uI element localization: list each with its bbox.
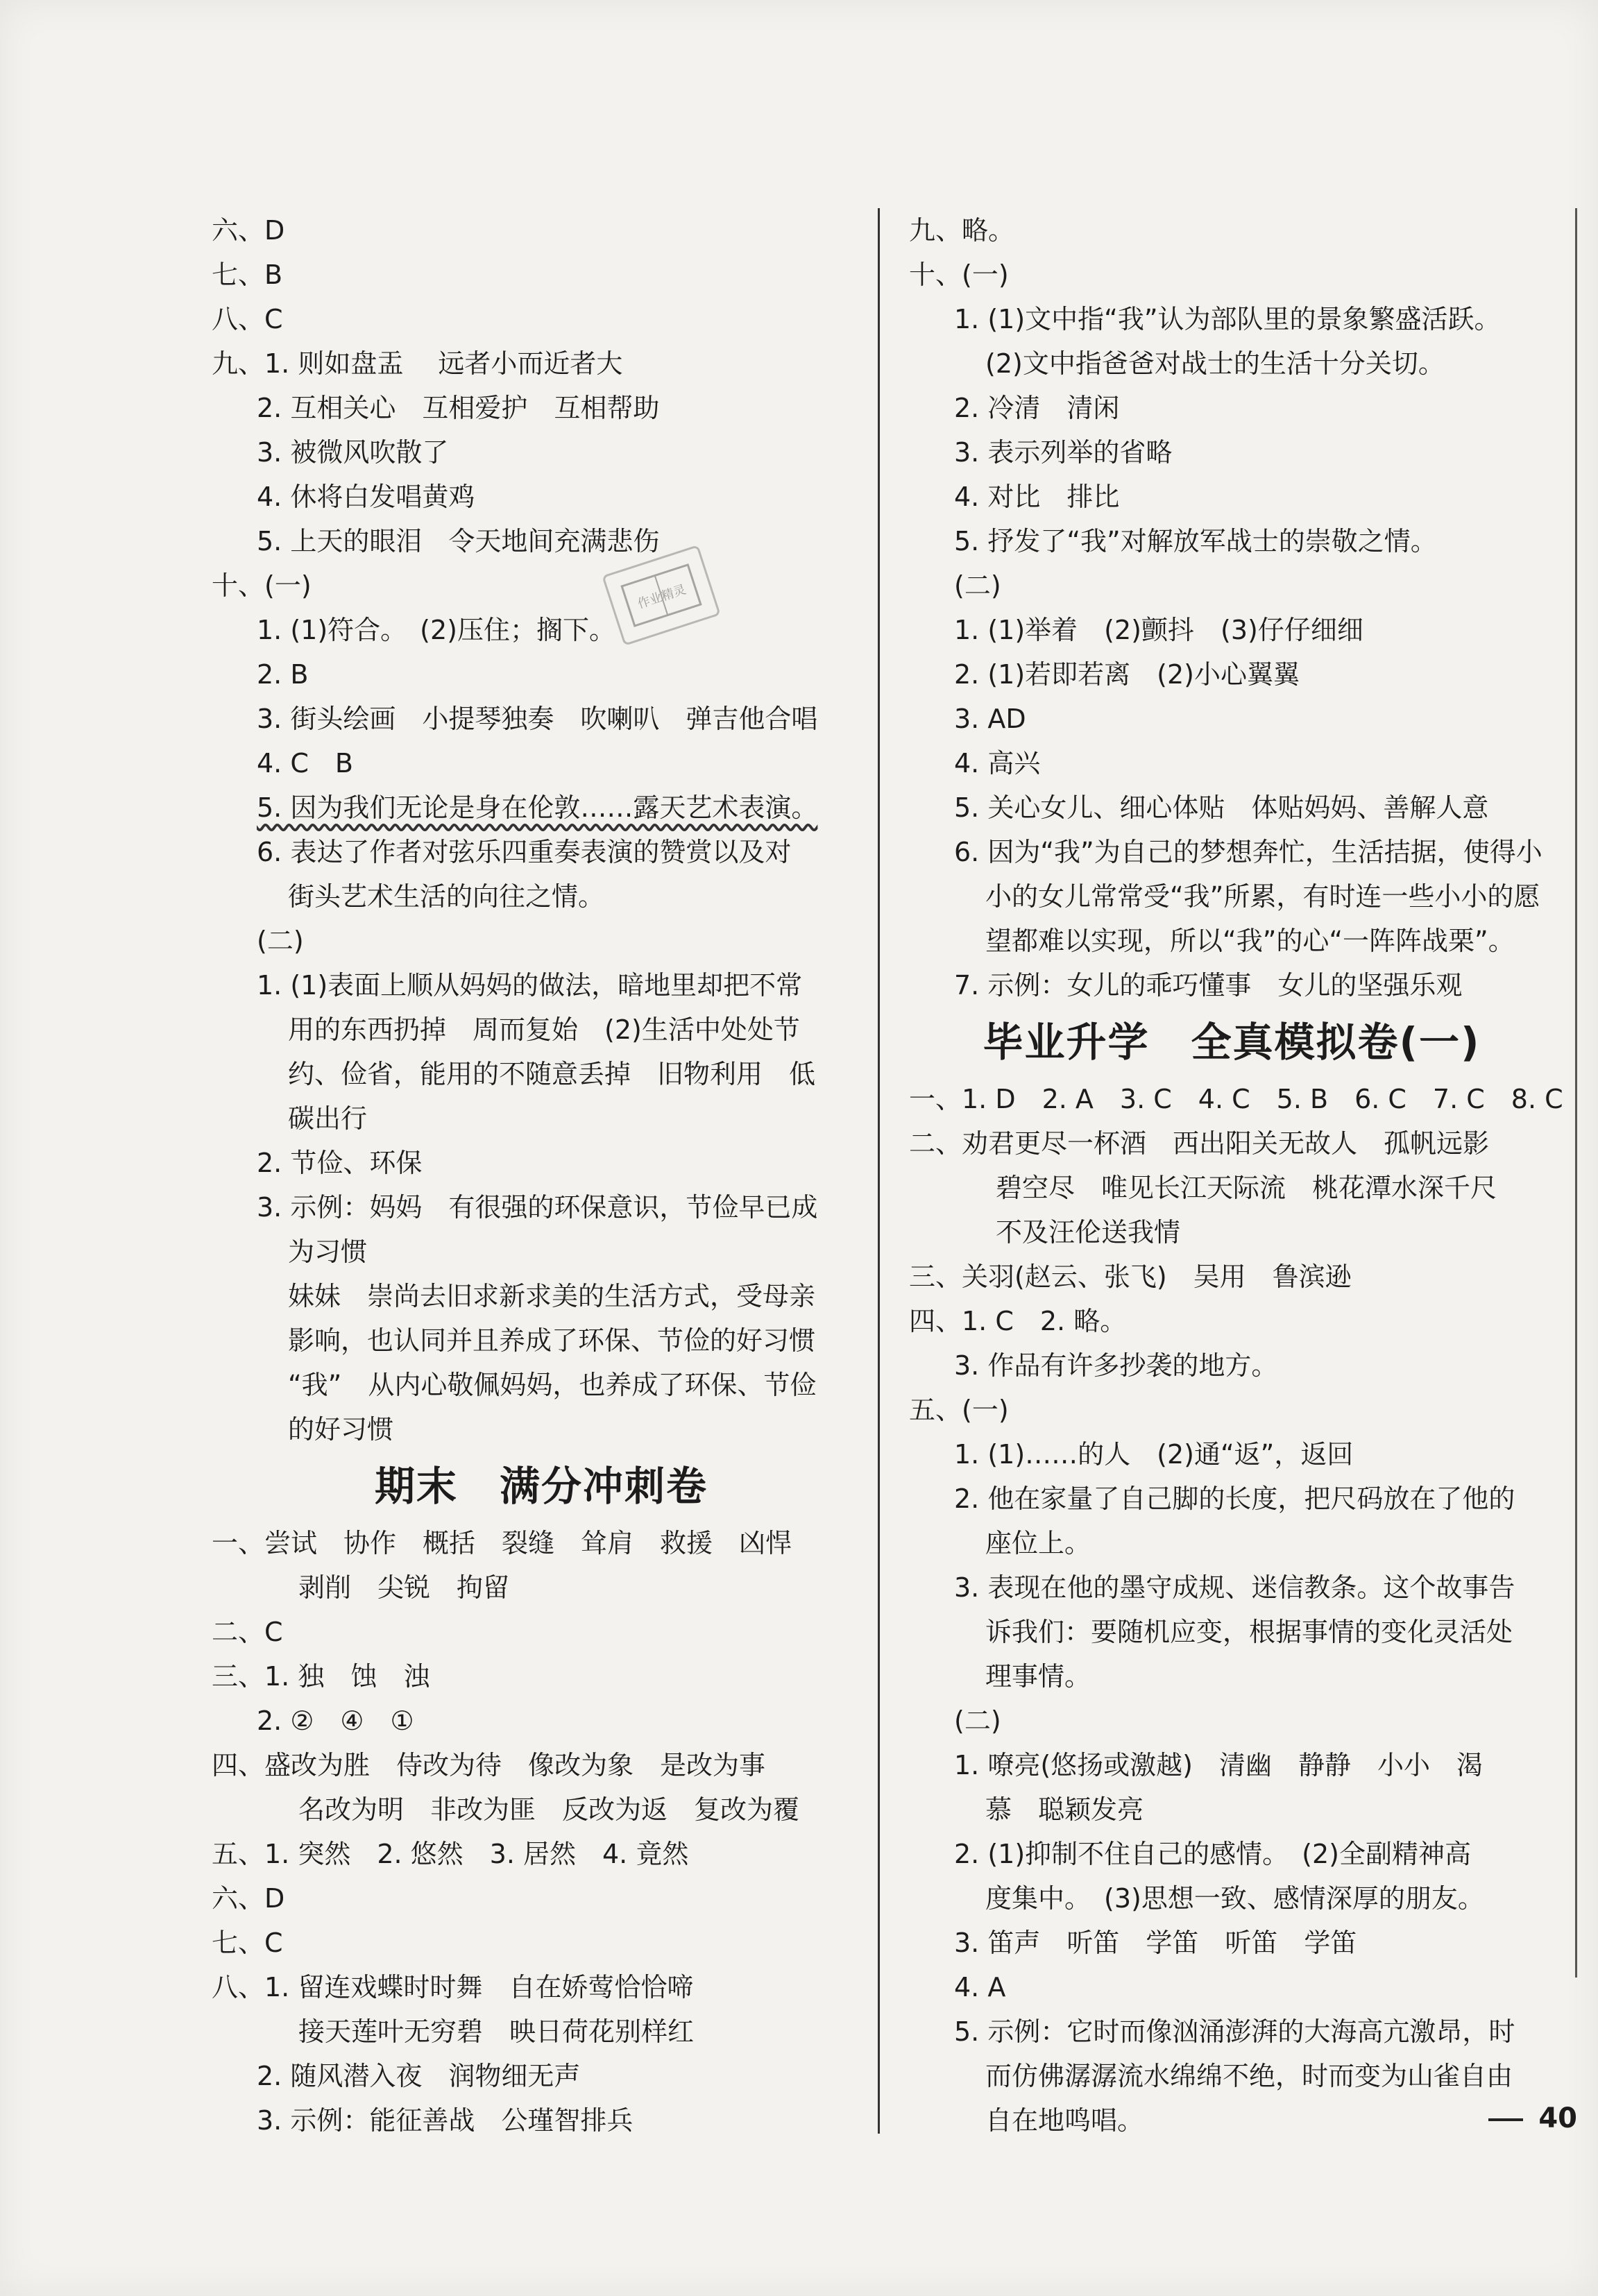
answer-text: 五、(一)	[909, 1395, 1009, 1425]
answer-text: 5. 抒发了“我”对解放军战士的崇敬之情。	[954, 526, 1437, 556]
answer-text: 七、C	[212, 1928, 283, 1958]
answer-line	[212, 1318, 871, 1363]
answer-text: (二)	[954, 1706, 1001, 1736]
stamp-book-icon	[613, 556, 710, 634]
answer-text: (2)文中指爸爸对战士的生活十分关切。	[985, 348, 1445, 379]
answer-line	[212, 475, 871, 519]
answer-line	[212, 563, 871, 608]
answer-text: 1. (1)符合。 (2)压住；搁下。	[257, 615, 615, 645]
answer-line	[909, 1699, 1554, 1743]
answer-line	[909, 1521, 1554, 1565]
answer-line	[909, 430, 1554, 475]
answer-line	[909, 874, 1554, 919]
answer-text: 1. (1)……的人 (2)通“返”，返回	[954, 1439, 1354, 1470]
answer-line	[212, 1921, 871, 1965]
answer-line	[909, 297, 1554, 341]
answer-line	[909, 741, 1554, 785]
answer-line	[212, 1007, 871, 1052]
answer-text: 3. 示例：能征善战 公瑾智排兵	[257, 2105, 634, 2136]
section-heading-text: 期末 满分冲刺卷	[374, 1463, 708, 1510]
answer-text: 碳出行	[288, 1103, 368, 1134]
answer-text: 自在地鸣唱。	[985, 2105, 1144, 2136]
answer-line	[212, 2098, 871, 2143]
right-margin-rule	[1575, 208, 1577, 1978]
answer-text: 6. 表达了作者对弦乐四重奏表演的赞赏以及对	[257, 837, 792, 867]
answer-line	[909, 1565, 1554, 1610]
answer-line	[212, 830, 871, 874]
answer-line	[212, 1965, 871, 2009]
answer-text: 2. 冷清 清闲	[954, 393, 1120, 423]
answer-text: 1. (1)文中指“我”认为部队里的景象繁盛活跃。	[954, 304, 1501, 334]
answer-line	[909, 608, 1554, 652]
answer-text: 5. 示例：它时而像汹涌澎湃的大海高亢激昂，时	[954, 2016, 1515, 2047]
page-number	[1488, 2102, 1577, 2134]
answer-text: 4. A	[954, 1972, 1006, 2002]
answer-text: 2. 互相关心 互相爱护 互相帮助	[257, 393, 660, 423]
answer-line	[909, 1787, 1554, 1832]
answer-line	[909, 1921, 1554, 1965]
answer-text: 望都难以实现，所以“我”的心“一阵阵战栗”。	[985, 926, 1515, 956]
answer-text: 3. 笛声 听笛 学笛 听笛 学笛	[954, 1928, 1357, 1958]
answer-line	[909, 1299, 1554, 1343]
answer-line	[212, 2009, 871, 2054]
answer-text: 3. 表示列举的省略	[954, 437, 1173, 468]
answer-text: 2. 节俭、环保	[257, 1148, 423, 1178]
answer-line	[212, 1363, 871, 1407]
answer-line	[212, 1787, 871, 1832]
answer-text: 7. 示例：女儿的乖巧懂事 女儿的坚强乐观	[954, 970, 1463, 1001]
answer-text: 4. C B	[257, 748, 353, 779]
answer-line	[212, 1230, 871, 1274]
answer-line	[909, 563, 1554, 608]
answer-line	[909, 253, 1554, 297]
answer-text: 而仿佛潺潺流水绵绵不绝，时而变为山雀自由	[985, 2061, 1513, 2091]
answer-line	[212, 1096, 871, 1141]
answer-text: 6. 因为“我”为自己的梦想奔忙，生活拮据，使得小	[954, 837, 1542, 867]
answer-line	[909, 1610, 1554, 1654]
answer-line	[909, 1432, 1554, 1477]
answer-text: 2. 他在家量了自己脚的长度，把尺码放在了他的	[954, 1483, 1515, 1514]
answer-line	[909, 1743, 1554, 1787]
answer-line	[909, 475, 1554, 519]
answer-text: 3. 街头绘画 小提琴独奏 吹喇叭 弹吉他合唱	[257, 704, 818, 734]
answer-line	[909, 519, 1554, 563]
answer-line	[212, 1610, 871, 1654]
answer-line	[909, 2054, 1554, 2098]
answer-text: 慕 聪颖发亮	[985, 1794, 1144, 1825]
answer-line	[212, 208, 871, 253]
section-heading	[212, 1452, 871, 1521]
answer-text: 七、B	[212, 260, 283, 290]
answer-line	[212, 1407, 871, 1452]
answer-text: 二、C	[212, 1617, 283, 1647]
answer-line	[909, 1876, 1554, 1921]
answer-text: 六、D	[212, 1883, 285, 1914]
answer-text: 小的女儿常常受“我”所累，有时连一些小小的愿	[985, 881, 1540, 912]
answer-text: 四、盛改为胜 侍改为待 像改为象 是改为事	[212, 1750, 766, 1780]
answer-text: 六、D	[212, 215, 285, 246]
answer-line	[909, 919, 1554, 963]
answer-text: 1. (1)举着 (2)颤抖 (3)仔仔细细	[954, 615, 1363, 645]
answer-text: 不及汪伦送我情	[996, 1217, 1181, 1248]
answer-line	[909, 1077, 1563, 1121]
answer-text: 十、(一)	[212, 570, 312, 601]
answer-line	[212, 608, 871, 652]
answer-line	[212, 1274, 871, 1318]
answer-text: 5. 关心女儿、细心体贴 体贴妈妈、善解人意	[954, 792, 1489, 823]
answer-text: 五、1. 突然 2. 悠然 3. 居然 4. 竟然	[212, 1839, 689, 1869]
answer-text: 3. 作品有许多抄袭的地方。	[954, 1350, 1278, 1381]
answer-text: 1. 嘹亮(悠扬或激越) 清幽 静静 小小 渴	[954, 1750, 1483, 1780]
answer-text: 3. 示例：妈妈 有很强的环保意识，节俭早已成	[257, 1192, 818, 1223]
answer-text: 度集中。 (3)思想一致、感情深厚的朋友。	[985, 1883, 1484, 1914]
answer-line	[909, 386, 1554, 430]
answer-text: 为习惯	[288, 1236, 368, 1267]
answer-line	[212, 1141, 871, 1185]
answer-text: 2. (1)抑制不住自己的感情。 (2)全副精神高	[954, 1839, 1471, 1869]
answer-line	[909, 1654, 1554, 1699]
answer-text: 接天莲叶无穷碧 映日荷花别样红	[298, 2016, 695, 2047]
answer-line	[909, 2009, 1554, 2054]
answer-line	[909, 1210, 1554, 1255]
answer-line	[212, 741, 871, 785]
answer-text: 九、略。	[909, 215, 1015, 246]
answer-text: 影响，也认同并且养成了环保、节俭的好习惯	[288, 1325, 816, 1356]
answer-line	[212, 1185, 871, 1230]
answer-line	[212, 253, 871, 297]
answer-text: 四、1. C 2. 略。	[909, 1306, 1127, 1336]
page-number-value: 40	[1538, 2102, 1577, 2134]
answer-text: (二)	[954, 570, 1001, 601]
answer-line	[212, 1654, 871, 1699]
answer-text: 二、劝君更尽一杯酒 西出阳关无故人 孤帆远影	[909, 1128, 1490, 1159]
answer-line	[212, 430, 871, 475]
answer-line	[212, 2054, 871, 2098]
answer-text: 用的东西扔掉 周而复始 (2)生活中处处节	[288, 1014, 800, 1045]
answer-text: 2. (1)若即若离 (2)小心翼翼	[954, 659, 1300, 690]
answer-text: “我” 从内心敬佩妈妈，也养成了环保、节俭	[288, 1370, 817, 1400]
answer-line	[212, 1876, 871, 1921]
answer-line	[212, 963, 871, 1007]
answer-line	[212, 519, 871, 563]
answer-text: 4. 休将白发唱黄鸡	[257, 482, 475, 512]
answer-line	[212, 785, 871, 830]
answer-line	[212, 1052, 871, 1096]
left-answer-column	[212, 208, 871, 2143]
answer-text: 街头艺术生活的向往之情。	[288, 881, 605, 912]
answer-text: 座位上。	[985, 1528, 1091, 1558]
answer-text: 八、C	[212, 304, 283, 334]
answer-line	[909, 1388, 1554, 1432]
answer-text: 3. 表现在他的墨守成规、迷信教条。这个故事告	[954, 1572, 1515, 1603]
answer-text: 4. 高兴	[954, 748, 1041, 779]
answer-text: 名改为明 非改为匪 反改为返 复改为覆	[298, 1794, 800, 1825]
answer-line	[909, 1832, 1554, 1876]
answer-text: 九、1. 则如盘盂 远者小而近者大	[212, 348, 623, 379]
answer-line	[909, 697, 1554, 741]
answer-line	[909, 1965, 1554, 2009]
answer-text: 碧空尽 唯见长江天际流 桃花潭水深千尺	[996, 1173, 1497, 1203]
answer-line	[212, 386, 871, 430]
answer-line	[909, 2098, 1554, 2143]
answer-line	[212, 919, 871, 963]
answer-text: 2. 随风潜入夜 润物细无声	[257, 2061, 581, 2091]
answer-line	[212, 1743, 871, 1787]
answer-line	[212, 1521, 871, 1565]
answer-text: 三、1. 独 蚀 浊	[212, 1661, 430, 1692]
answer-line	[909, 785, 1554, 830]
answer-line	[909, 341, 1554, 386]
answer-line	[909, 830, 1554, 874]
answer-line	[909, 1121, 1554, 1166]
answer-line	[212, 297, 871, 341]
answer-line	[212, 1565, 871, 1610]
column-divider	[878, 208, 880, 2134]
stamp-text: 作业精灵	[636, 582, 688, 612]
answer-line	[909, 963, 1554, 1007]
answer-text: 5. 上天的眼泪 令天地间充满悲伤	[257, 526, 660, 556]
answer-text: 一、1. D 2. A 3. C 4. C 5. B 6. C 7. C 8. C	[909, 1084, 1563, 1114]
answer-text: 2. B	[257, 659, 309, 690]
answer-line	[212, 1699, 871, 1743]
answer-line	[909, 1166, 1554, 1210]
answer-line	[212, 652, 871, 697]
answer-text: 理事情。	[985, 1661, 1091, 1692]
answer-text: 剥削 尖锐 拘留	[298, 1572, 510, 1603]
answer-text: 三、关羽(赵云、张飞) 吴用 鲁滨逊	[909, 1261, 1352, 1292]
answer-line	[212, 1832, 871, 1876]
answer-text: 十、(一)	[909, 260, 1009, 290]
answer-line	[212, 874, 871, 919]
answer-line	[909, 1343, 1554, 1388]
answer-text: 妹妹 崇尚去旧求新求美的生活方式，受母亲	[288, 1281, 816, 1311]
page-number-dash	[1488, 2118, 1523, 2121]
answer-text: 5. 因为我们无论是身在伦敦……露天艺术表演。	[257, 792, 818, 823]
answer-line	[212, 341, 871, 386]
answer-line	[909, 1477, 1554, 1521]
answer-line	[909, 208, 1554, 253]
answer-line	[909, 1255, 1554, 1299]
section-heading-text: 毕业升学 全真模拟卷(一)	[983, 1019, 1481, 1066]
answer-text: 约、俭省，能用的不随意丢掉 旧物利用 低	[288, 1059, 816, 1089]
answer-text: (二)	[257, 926, 304, 956]
answer-text: 2. ② ④ ①	[257, 1706, 414, 1736]
answer-line	[909, 652, 1554, 697]
answer-text: 的好习惯	[288, 1414, 394, 1445]
answer-text: 3. AD	[954, 704, 1026, 734]
section-heading	[909, 1007, 1554, 1077]
answer-text: 1. (1)表面上顺从妈妈的做法，暗地里却把不常	[257, 970, 803, 1001]
answer-text: 八、1. 留连戏蝶时时舞 自在娇莺恰恰啼	[212, 1972, 694, 2002]
answer-text: 4. 对比 排比	[954, 482, 1120, 512]
answer-text: 一、尝试 协作 概括 裂缝 耸肩 救援 凶悍	[212, 1528, 792, 1558]
answer-line	[212, 697, 871, 741]
answer-text: 诉我们：要随机应变，根据事情的变化灵活处	[985, 1617, 1513, 1647]
answer-text: 3. 被微风吹散了	[257, 437, 449, 468]
